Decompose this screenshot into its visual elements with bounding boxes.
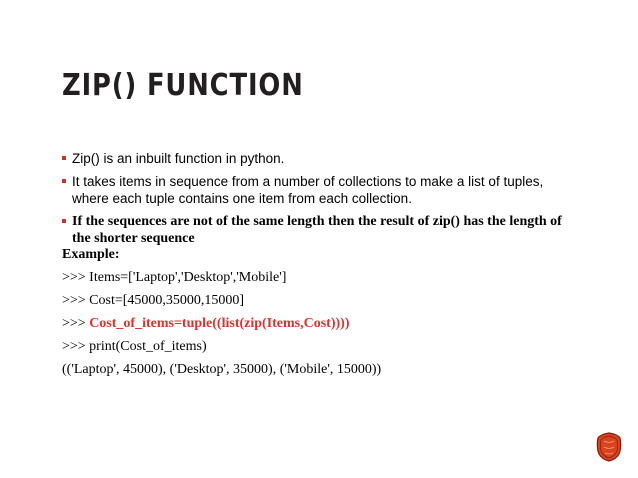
example-label: Example: — [62, 247, 120, 262]
bullet-marker-icon — [62, 156, 66, 160]
code-prompt: >>> — [62, 316, 90, 331]
code-line-output: (('Laptop', 45000), ('Desktop', 35000), ('Mobile', 15000)) — [62, 362, 382, 377]
bullet-marker-icon — [62, 219, 66, 223]
bullet-item — [62, 173, 572, 207]
code-highlight: Cost_of_items=tuple((list(zip(Items,Cost)))) — [89, 316, 350, 331]
example-block — [62, 246, 381, 379]
bullet-text: It takes items in sequence from a number of collections to make a list of tuples, where each tuple contains one item from each collection. — [72, 174, 544, 206]
code-line-tuple — [62, 315, 381, 333]
slide-title: ZIP() FUNCTION — [62, 68, 304, 103]
code-line-items: >>> Items=['Laptop','Desktop','Mobile'] — [62, 270, 287, 285]
bullet-item — [62, 150, 572, 167]
bullet-list — [62, 150, 572, 253]
ornamental-shield-icon — [596, 432, 622, 462]
bullet-text: If the sequences are not of the same length then the result of zip() has the length of the shorter sequence — [72, 214, 562, 246]
bullet-item — [62, 213, 572, 247]
code-line-cost: >>> Cost=[45000,35000,15000] — [62, 293, 245, 308]
code-line-print: >>> print(Cost_of_items) — [62, 339, 207, 354]
bullet-text: Zip() is an inbuilt function in python. — [72, 151, 285, 166]
bullet-marker-icon — [62, 179, 66, 183]
